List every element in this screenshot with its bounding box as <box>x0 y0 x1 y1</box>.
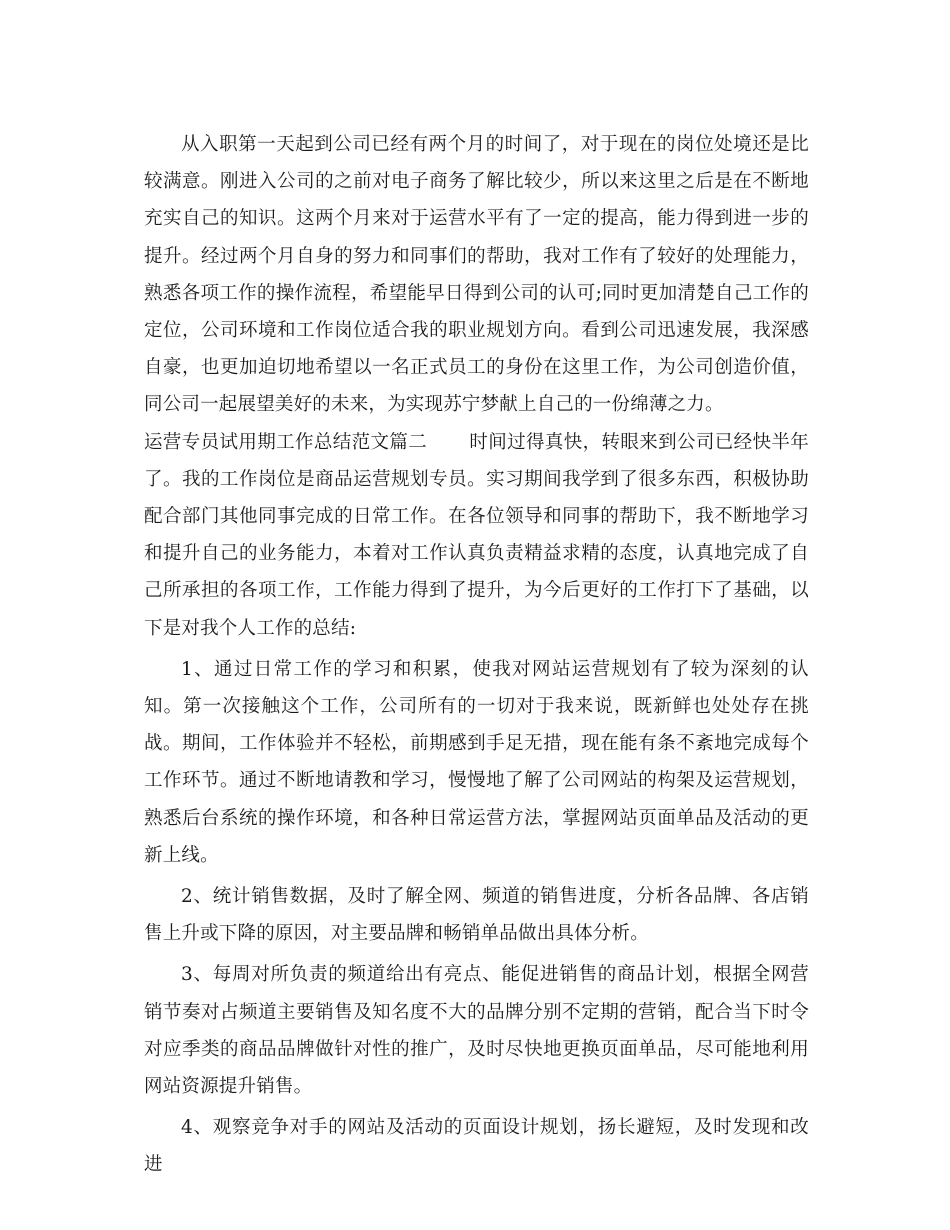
list-item-4: 4、观察竞争对手的网站及活动的页面设计规划，扬长避短，及时发现和改进 <box>144 1117 809 1176</box>
paragraph-section-two <box>144 424 809 647</box>
document-body <box>144 126 809 1184</box>
list-item-3: 3、每周对所负责的频道给出有亮点、能促进销售的商品计划，根据全网营销节奏对占频道主要销售及知名度不大的品牌分别不定期的营销，配合当下时令对应季类的商品品牌做针对性的推广，及时尽快地更换页面单品，尽可能地利用网站资源提升销售。 <box>144 964 809 1098</box>
paragraph-intro: 从入职第一天起到公司已经有两个月的时间了，对于现在的岗位处境还是比较满意。刚进入公司的之前对电子商务了解比较少，所以来这里之后是在不断地充实自己的知识。这两个月来对于运营水平有了一定的提高，能力得到进一步的提升。经过两个月自身的努力和同事们的帮助，我对工作有了较好的处理能力，熟悉各项工作的操作流程，希望能早日得到公司的认可;同时更加清楚自己工作的定位，公司环境和工作岗位适合我的职业规划方向。看到公司迅速发展，我深感自豪，也更加迫切地希望以一名正式员工的身份在这里工作，为公司创造价值，同公司一起展望美好的未来，为实现苏宁梦献上自己的一份绵薄之力。 <box>144 134 809 416</box>
section-title: 运营专员试用期工作总结范文篇二 <box>144 431 428 453</box>
list-item-1: 1、通过日常工作的学习和积累，使我对网站运营规划有了较为深刻的认知。第一次接触这个工作，公司所有的一切对于我来说，既新鲜也处处存在挑战。期间，工作体验并不轻松，前期感到手足无措，现在能有条不紊地完成每个工作环节。通过不断地请教和学习，慢慢地了解了公司网站的构架及运营规划，熟悉后台系统的操作环境，和各种日常运营方法，掌握网站页面单品及活动的更新上线。 <box>144 658 809 866</box>
list-item-2: 2、统计销售数据，及时了解全网、频道的销售进度，分析各品牌、各店销售上升或下降的原因，对主要品牌和畅销单品做出具体分析。 <box>144 886 809 945</box>
section-two-body: 时间过得真快，转眼来到公司已经快半年了。我的工作岗位是商品运营规划专员。实习期间我学到了很多东西，积极协助配合部门其他同事完成的日常工作。在各位领导和同事的帮助下，我不断地学习和提升自己的业务能力，本着对工作认真负责精益求精的态度，认真地完成了自己所承担的各项工作，工作能力得到了提升，为今后更好的工作打下了基础，以下是对我个人工作的总结: <box>144 431 809 639</box>
